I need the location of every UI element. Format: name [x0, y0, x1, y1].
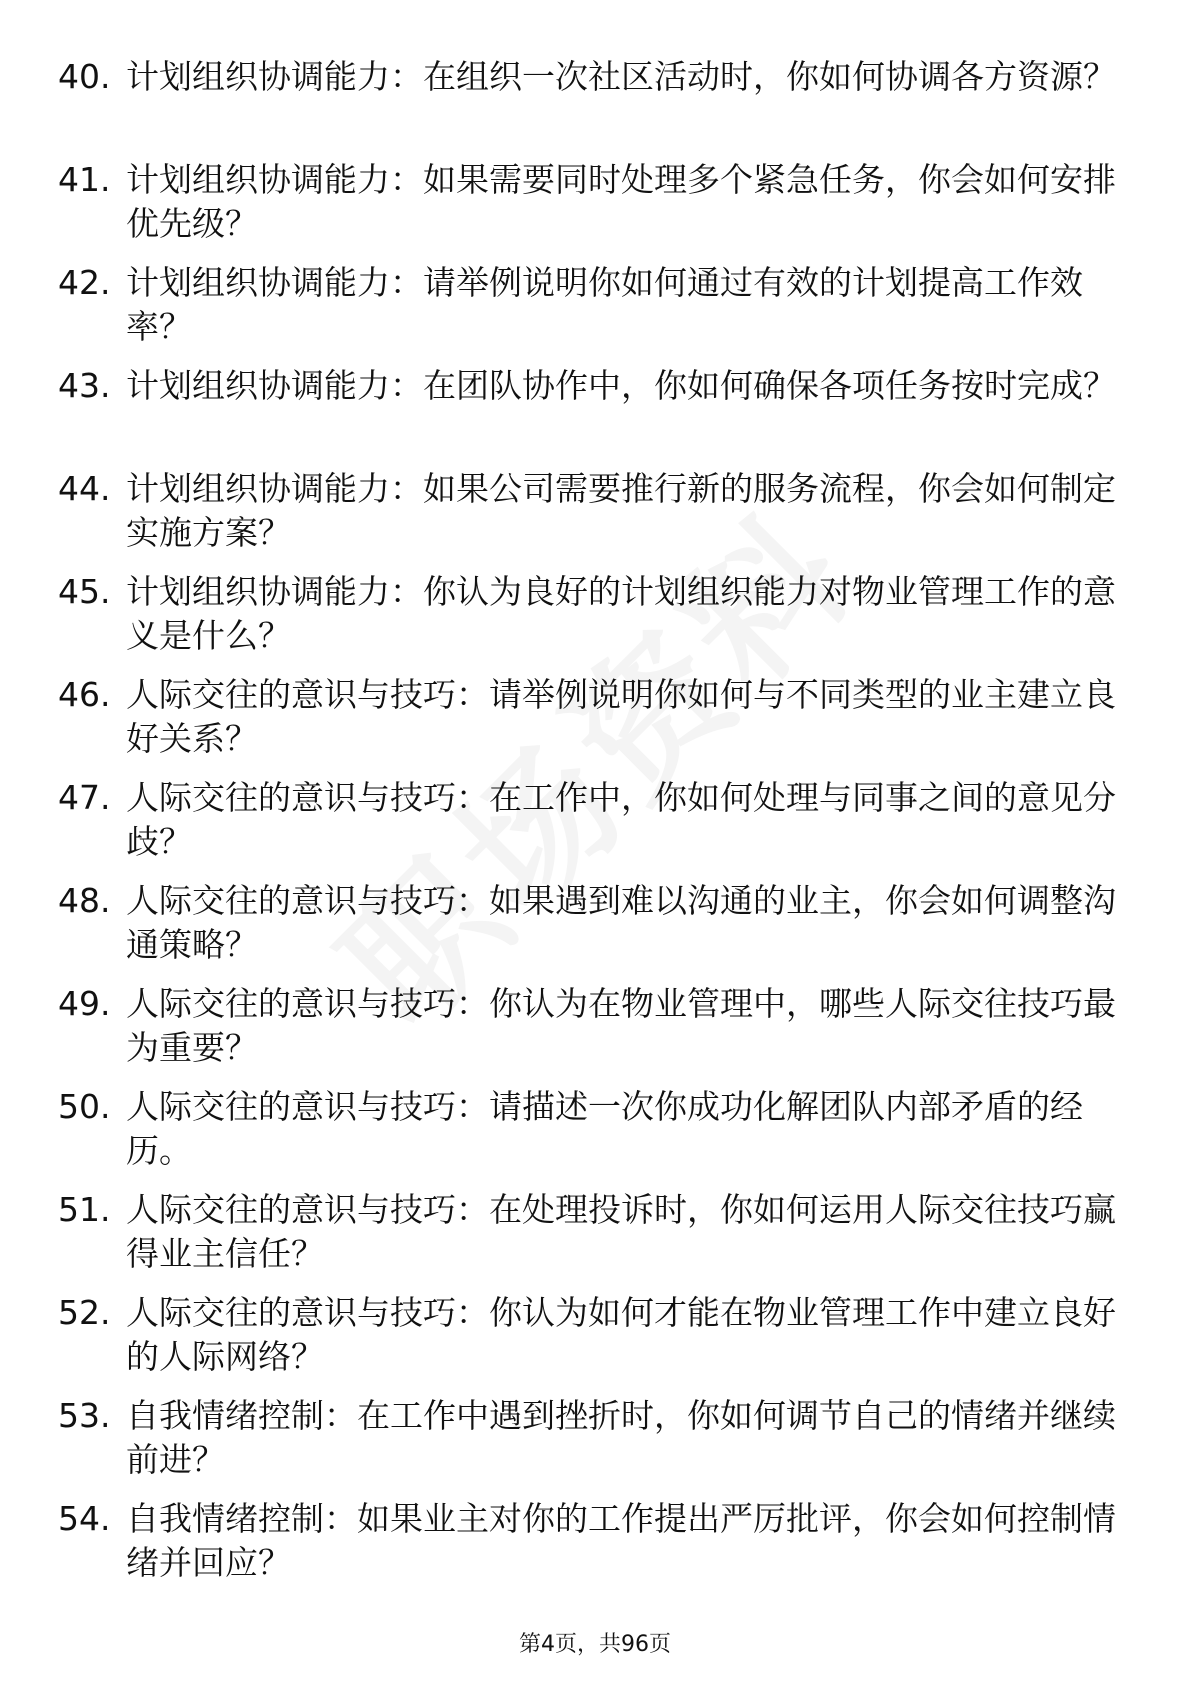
page-footer: 第4页，共96页	[519, 1632, 671, 1657]
question-number: 54.	[58, 1499, 111, 1538]
question-text: 计划组织协调能力：如果需要同时处理多个紧急任务，你会如何安排优先级？	[126, 160, 1116, 243]
question-text: 人际交往的意识与技巧：在处理投诉时，你如何运用人际交往技巧赢得业主信任？	[126, 1190, 1116, 1273]
list-item	[58, 261, 1118, 349]
list-item	[58, 776, 1118, 864]
list-item	[58, 1188, 1118, 1276]
question-number: 51.	[58, 1190, 111, 1229]
list-item	[58, 570, 1118, 658]
list-item	[58, 1497, 1118, 1585]
list-item	[58, 1394, 1118, 1482]
question-number: 45.	[58, 572, 111, 611]
question-text: 自我情绪控制：在工作中遇到挫折时，你如何调节自己的情绪并继续前进？	[126, 1396, 1116, 1479]
list-item	[58, 982, 1118, 1070]
question-text: 计划组织协调能力：在团队协作中，你如何确保各项任务按时完成？	[126, 366, 1116, 405]
question-number: 41.	[58, 160, 111, 199]
question-number: 48.	[58, 881, 111, 920]
question-number: 49.	[58, 984, 111, 1023]
list-item	[58, 1291, 1118, 1379]
question-number: 44.	[58, 469, 111, 508]
question-text: 人际交往的意识与技巧：在工作中，你如何处理与同事之间的意见分歧？	[126, 778, 1116, 861]
list-item	[58, 364, 1118, 452]
question-text: 人际交往的意识与技巧：你认为在物业管理中，哪些人际交往技巧最为重要？	[126, 984, 1116, 1067]
question-number: 53.	[58, 1396, 111, 1435]
question-list	[58, 55, 1118, 1600]
list-item	[58, 467, 1118, 555]
question-text: 人际交往的意识与技巧：请举例说明你如何与不同类型的业主建立良好关系？	[126, 675, 1116, 758]
question-text: 计划组织协调能力：如果公司需要推行新的服务流程，你会如何制定实施方案？	[126, 469, 1116, 552]
question-number: 50.	[58, 1087, 111, 1126]
question-text: 人际交往的意识与技巧：如果遇到难以沟通的业主，你会如何调整沟通策略？	[126, 881, 1116, 964]
list-item	[58, 879, 1118, 967]
question-number: 52.	[58, 1293, 111, 1332]
question-number: 47.	[58, 778, 111, 817]
question-text: 计划组织协调能力：在组织一次社区活动时，你如何协调各方资源？	[126, 57, 1116, 96]
question-number: 43.	[58, 366, 111, 405]
question-text: 计划组织协调能力：请举例说明你如何通过有效的计划提高工作效率？	[126, 263, 1083, 346]
question-number: 40.	[58, 57, 111, 96]
list-item	[58, 673, 1118, 761]
question-text: 人际交往的意识与技巧：请描述一次你成功化解团队内部矛盾的经历。	[126, 1087, 1083, 1170]
list-item	[58, 1085, 1118, 1173]
list-item	[58, 55, 1118, 143]
question-number: 46.	[58, 675, 111, 714]
question-text: 自我情绪控制：如果业主对你的工作提出严厉批评，你会如何控制情绪并回应？	[126, 1499, 1116, 1582]
question-number: 42.	[58, 263, 111, 302]
question-text: 人际交往的意识与技巧：你认为如何才能在物业管理工作中建立良好的人际网络？	[126, 1293, 1116, 1376]
question-text: 计划组织协调能力：你认为良好的计划组织能力对物业管理工作的意义是什么？	[126, 572, 1116, 655]
list-item	[58, 158, 1118, 246]
